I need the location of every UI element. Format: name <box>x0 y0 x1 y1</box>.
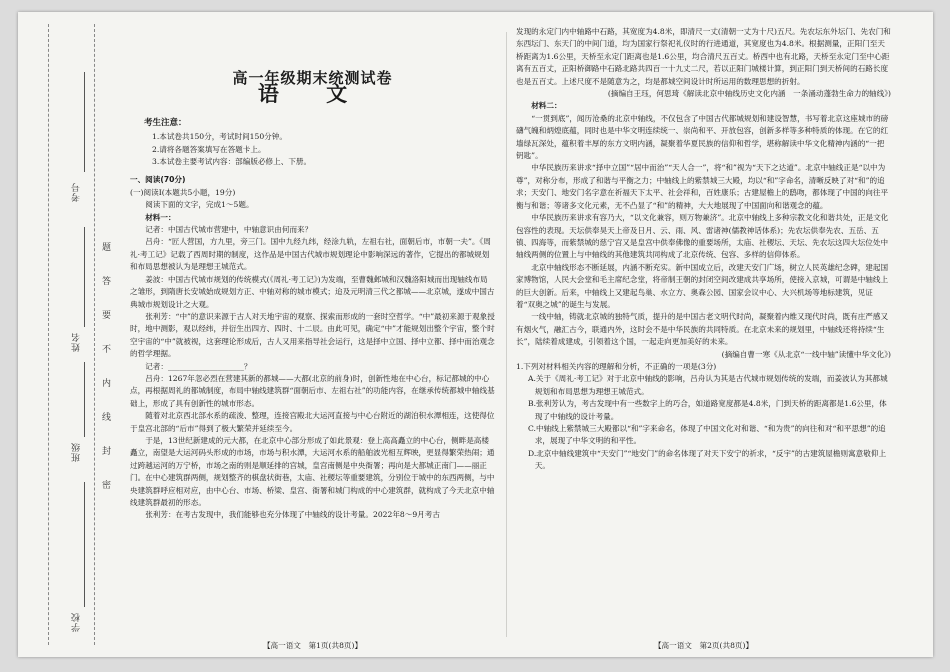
seal-char: 密 <box>102 481 112 491</box>
section-heading: 一、阅读(70分) <box>130 175 186 185</box>
paragraph: 记者：中国古代城市营建中，中轴意识由何而来？ <box>145 225 313 235</box>
seal-char: 不 <box>102 345 112 355</box>
kaohao-field[interactable] <box>84 72 85 172</box>
seal-char: 要 <box>102 311 112 321</box>
instruction: 阅读下面的文字，完成1～5题。 <box>145 200 254 210</box>
paragraph: 中华民族历来讲求“择中立国”“居中而治”“天人合一”，将“和”视为“天下之达道”。北京中轴线正是“以中为尊”，对称分布，形成了和谐与平衡之力；中轴线上的紫禁城三大殿，均以“和”字命名，清晰反映了对“和”的追求；天安门、地安门名字意在祈福天下太平、社会祥和，百姓康乐；古建屋檐上的鸱吻，都体现了中国的向往平衡与和谐；等诸多文化元素，无不凸显了“和”的精神，大大地展现了中国面向和谐观念的蕴。 <box>516 163 889 210</box>
xingming-label: 姓名 <box>72 332 82 352</box>
xuexiao-label: 学校 <box>72 612 82 632</box>
page-1 <box>130 26 495 522</box>
notice-list <box>152 131 495 168</box>
paragraph: 随着对北京西北部水系的疏浚、整理，连接宫殿北大运河直接与中心台附近的湖泊积水潭相连，这使得位于皇宫北部的“后市”得到了极大繁荣并延续至今。 <box>130 411 495 433</box>
notice-item: 2.请将各题答案填写在答题卡上。 <box>152 144 266 154</box>
notice-item: 1.本试卷共150分，考试时间150分钟。 <box>152 132 287 142</box>
seal-char: 题 <box>102 243 112 253</box>
seal-char: 封 <box>102 447 112 457</box>
banji-field[interactable] <box>84 362 85 437</box>
dashed-seal-line <box>94 24 95 645</box>
option-b: B.张利芳认为，考古发现中有一些数字上的巧合，如道路宽度都是4.8米，门到天桥的距离都是1.6公里，体现了中轴线的设计考量。 <box>528 399 887 421</box>
seal-char: 答 <box>102 277 112 287</box>
paragraph: 张利芳：在考古发现中，我们能够也充分体现了中轴线的设计考量。2022年8～9月考古 <box>145 510 440 520</box>
seal-char: 线 <box>102 413 112 423</box>
dashed-cut-line <box>48 24 49 645</box>
paragraph: 吕舟：1267年忽必烈在营建其新的都城——大都(北京的前身)时，创新性地在中心台，标记都城的中心点，再根据周礼的都城制度，布局中轴线建筑群“面朝后市、左祖右社”的功能内容，在继承传统都城中轴线基础上，形成了具有创新性的城市形态。 <box>130 373 495 408</box>
paragraph: 北京中轴线形态不断延展，内涵不断充实。新中国成立后，改建天安门广场，树立人民英雄纪念碑，建起国家博物馆，人民大会堂和毛主席纪念堂，将帝制王朝的封闭空间改建成共享场所，使接入京城，可谓是中轴线上的巨大创新。后来，中轴线上又建起鸟巢、水立方、奥森公园、国家会议中心、大兴机场等地标建筑，见证着“双奥之城”的诞生与发展。 <box>516 262 889 309</box>
binding-strip <box>18 12 110 657</box>
blank-question: 记者：____________________？ <box>145 361 252 371</box>
paragraph: 张利芳：“中”的意识来源于古人对天地宇宙的观察、探索而形成的一套时空哲学。“中”最初来源于观象授时，地中测影，观以经纬，并衍生出四方、四时、十二辰。由此可见，确定“中”才能规划出整个宇宙，整个时空宇宙的“中”就被视，这套理论形成后，古人又用来指导社会运行，这是择中立国、择中立都、择中而治观念的哲学理据。 <box>130 311 495 359</box>
exam-title: 高一年级期末统测试卷 <box>232 69 393 87</box>
exam-sheet <box>18 12 933 657</box>
option-d: D.北京中轴线建筑中“天安门”“地安门”的命名体现了对天下安宁的祈求，“反宇”的古建筑屋檐则寓意敬仰上天。 <box>528 448 887 471</box>
material-label: 材料一： <box>145 212 176 222</box>
subsection-heading: (一)阅读Ⅰ(本题共5小题，19分) <box>130 187 236 197</box>
paragraph: 吕舟：“匠人营国，方九里，旁三门。国中九经九纬，经涂九轨，左祖右社，面朝后市，市朝一夫”。《周礼·考工记》记载了西周时期的制度，这作品是中国古代城市规划理论中影响深远的著作，它提出的都城规划和布局思想被认为是理想王城范式。 <box>130 237 491 272</box>
paragraph: 于是，13世纪新建成的元大都，在北京中心部分形成了如此景观：登上高高矗立的中心台，侧畔是高楼矗立，南望是大运河码头形成的市场，市场与积水潭，大运河水系的船舶波光相互辉映，更显得繁荣热闹；通过跨越运河的万宁桥，市场之南的则是顺延排的宫城，皇宫南侧是中央衙署；再向是大都城正南门——丽正门。在中心建筑群两侧，规划整齐的棋盘状街巷，太庙、社稷坛等重要建筑，分别位于城中的东西两侧，与中央建筑群呼应相对应，由中心台、市场、桥梁、皇宫、衙署和城门构成的中心建筑群，就构成了今天北京中轴线建筑群最初的形态。 <box>130 435 495 507</box>
paragraph: 中华民族历来讲求有容乃大，“以文化兼容，则万物兼济”。北京中轴线上多种宗教文化和谐共处，正是文化包容性的表现。天坛供奉昊天上帝及日月、云、雨、风、雷诸神(儒教神话体系)；先农坛供奉先农、五岳、五镇、四海等，而紫禁城的慈宁宫又是皇宫中供奉佛像的重要场所，太庙、社稷坛、天坛、先农坛这四大坛位处中轴线两侧的位置上与中轴线的其他建筑共同构成了北京传统、包容、多样的信仰体系。 <box>516 213 889 260</box>
material-label: 材料二： <box>531 101 562 111</box>
page-1-footer: 【高一语文 第1页(共8页)】 <box>262 641 363 650</box>
page-2 <box>516 26 891 473</box>
source-citation: (摘编自曹一寒《从北京“一线中轴”读懂中华文化》) <box>721 349 891 359</box>
notice-heading: 考生注意： <box>144 117 187 128</box>
option-a: A.关于《周礼·考工记》对于北京中轴线的影响，吕舟认为其是古代城市规划传统的发端，而姜波认为其都城规划和布局思想为理想王城范式。 <box>528 374 888 396</box>
question-stem: 1.下列对材料相关内容的理解和分析，不正确的一项是(3分) <box>516 361 717 371</box>
option-c: C.中轴线上紫禁城三大殿都以“和”字来命名，体现了中国文化对和谐、“和为贵”的向往和对“和平思想”的追求，展现了中华文明的和平性。 <box>528 424 886 446</box>
kaohao-label: 考号 <box>72 182 82 202</box>
source-citation: (摘编自王珏，何思琦《解读北京中轴线历史文化内涵 一条涌动蓬勃生命力的轴线》) <box>607 89 891 99</box>
paragraph: 发现的永定门内中轴路中石路，其宽度为4.8米，即清尺一丈(清朝一丈为十尺)五尺。先农坛东外坛门、先农门和东西坛门、东天门的中间门道，均为国家行祭祀礼仪时的行进通道，其宽度也为4.8米。根据测量，正阳门至天桥距离为1.6公里，天桥至永定门距离也是1.6公里，均合清尺五百丈。桥西中也有北路，天桥至永定门至中心距离有五百丈，正阳桥御路中石路北路共四百一十九丈二尺，若以正阳门城楼计算，到正阳门到天桥间的石路长度也是五百丈。上述尺度不是随意为之，均是都城空间设计时所运用的数理思想的折射。 <box>516 27 891 86</box>
exam-subject: 语 文 <box>257 82 368 107</box>
paragraph: “一贯到底”，闻历沧桑的北京中轴线，不仅包含了中国古代都城规划和建设智慧，书写着北京这座城市的磅礴气魄和炳煌底蕴，同时也是中华文明连续统一、崇尚和平、开放包容，创新多样等多种特质的体现。在它的红墙绿瓦深处，蕴积着丰厚的东方文明内涵，凝聚着华夏民族的信仰和哲学，堪称解读中华文化精神内涵的“一把钥匙”。 <box>516 113 889 161</box>
seal-char: 内 <box>102 379 112 389</box>
notice-item: 3.本试卷主要考试内容：部编版必修上、下册。 <box>152 157 312 167</box>
page-2-footer: 【高一语文 第2页(共8页)】 <box>653 641 754 650</box>
paragraph: 姜波：中国古代城市规划的传统模式(《周礼·考工记》)为发端，至曹魏邺城和汉魏洛阳城而出现轴线布局之雏形，到隋唐长安城始成规划方正、中轴对称的城市模式；迨及元明清三代之都城——北京城，遂成中国古典城市规划设计之大观。 <box>130 274 495 309</box>
xuexiao-field[interactable] <box>84 482 85 607</box>
paragraph: 一线中轴，铸就北京城的独特气质，提升的是中国古老文明代时尚，凝聚着内维又现代时尚，既有庄严感又有烟火气，融汇古今，联通内外，这时会不是中华民族的共同特质。在北京未来的规划里，中轴线还将持续“生长”，陆续着成建成，引领着这个国，一起走向更加美好的未来。 <box>516 312 889 347</box>
xingming-field[interactable] <box>84 227 85 327</box>
page-divider <box>506 32 507 637</box>
banji-label: 班级 <box>72 442 82 462</box>
